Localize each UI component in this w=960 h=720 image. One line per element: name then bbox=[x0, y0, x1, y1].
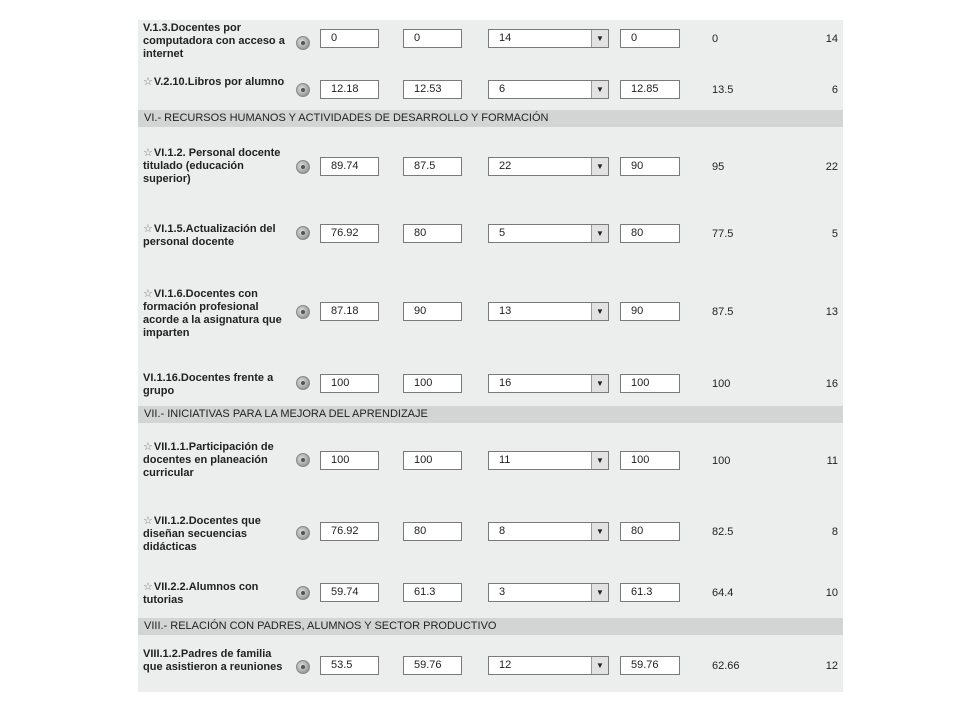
value-input-1[interactable]: 100 bbox=[320, 374, 379, 393]
result-count: 12 bbox=[825, 660, 838, 672]
value-select[interactable] bbox=[488, 302, 609, 321]
indicator-label bbox=[143, 372, 291, 398]
info-icon[interactable] bbox=[296, 376, 310, 390]
value-input-1[interactable]: 76.92 bbox=[320, 522, 379, 541]
info-icon[interactable] bbox=[296, 160, 310, 174]
info-icon[interactable] bbox=[296, 586, 310, 600]
chevron-down-icon[interactable]: ▼ bbox=[591, 375, 608, 392]
result-count: 16 bbox=[825, 378, 838, 390]
value-input-3[interactable]: 12.85 bbox=[620, 80, 680, 99]
value-select[interactable] bbox=[488, 29, 609, 48]
result-value: 77.5 bbox=[712, 228, 734, 240]
info-icon[interactable] bbox=[296, 305, 310, 319]
value-select-text: 16 bbox=[499, 377, 512, 389]
value-select-text: 5 bbox=[499, 227, 506, 239]
value-select-text: 13 bbox=[499, 305, 512, 317]
result-value: 64.4 bbox=[712, 587, 734, 599]
info-icon[interactable] bbox=[296, 660, 310, 674]
indicator-row bbox=[138, 503, 843, 579]
value-input-1[interactable]: 89.74 bbox=[320, 157, 379, 176]
value-input-3[interactable]: 100 bbox=[620, 451, 680, 470]
indicator-label bbox=[143, 581, 291, 607]
section-header: VIII.- RELACIÓN CON PADRES, ALUMNOS Y SECTOR PRODUCTIVO bbox=[138, 618, 843, 635]
value-input-2[interactable]: 87.5 bbox=[403, 157, 462, 176]
star-icon: ☆ bbox=[143, 581, 153, 593]
value-select[interactable] bbox=[488, 157, 609, 176]
indicator-row bbox=[138, 423, 843, 503]
indicator-label bbox=[143, 515, 291, 554]
result-value: 100 bbox=[712, 378, 731, 390]
indicator-label-text: VI.1.2. Personal docente titulado (educación superior) bbox=[143, 147, 281, 185]
result-count: 8 bbox=[831, 526, 838, 538]
result-value: 0 bbox=[712, 33, 719, 45]
result-count: 10 bbox=[825, 587, 838, 599]
value-input-1[interactable]: 59.74 bbox=[320, 583, 379, 602]
value-input-3[interactable]: 59.76 bbox=[620, 656, 680, 675]
result-count: 22 bbox=[825, 161, 838, 173]
result-count: 13 bbox=[825, 306, 838, 318]
value-select[interactable] bbox=[488, 374, 609, 393]
indicator-label-text: VII.1.1.Participación de docentes en planeación curricular bbox=[143, 441, 274, 479]
indicator-row bbox=[138, 374, 843, 406]
value-input-1[interactable]: 0 bbox=[320, 29, 379, 48]
indicator-label bbox=[143, 288, 291, 340]
result-count: 6 bbox=[831, 84, 838, 96]
value-input-2[interactable]: 61.3 bbox=[403, 583, 462, 602]
chevron-down-icon[interactable]: ▼ bbox=[591, 523, 608, 540]
value-input-3[interactable]: 90 bbox=[620, 157, 680, 176]
indicator-label-text: V.2.10.Libros por alumno bbox=[153, 76, 285, 88]
value-select[interactable] bbox=[488, 224, 609, 243]
indicator-label bbox=[143, 441, 291, 480]
chevron-down-icon[interactable]: ▼ bbox=[591, 158, 608, 175]
value-select[interactable] bbox=[488, 451, 609, 470]
value-select-text: 8 bbox=[499, 525, 506, 537]
value-select-text: 12 bbox=[499, 659, 512, 671]
result-value: 13.5 bbox=[712, 84, 734, 96]
star-icon: ☆ bbox=[143, 76, 153, 88]
value-select-text: 22 bbox=[499, 160, 512, 172]
result-value: 87.5 bbox=[712, 306, 734, 318]
chevron-down-icon[interactable]: ▼ bbox=[591, 657, 608, 674]
value-select[interactable] bbox=[488, 583, 609, 602]
indicator-label-text: VI.1.6.Docentes con formación profesional acorde a la asignatura que imparten bbox=[143, 288, 282, 339]
indicator-row bbox=[138, 211, 843, 283]
value-input-2[interactable]: 12.53 bbox=[403, 80, 462, 99]
value-input-3[interactable]: 90 bbox=[620, 302, 680, 321]
value-select[interactable] bbox=[488, 656, 609, 675]
indicator-label-text: VII.2.2.Alumnos con tutorias bbox=[143, 581, 259, 606]
star-icon: ☆ bbox=[143, 515, 153, 527]
indicator-label bbox=[143, 648, 291, 674]
value-input-1[interactable]: 53.5 bbox=[320, 656, 379, 675]
indicator-label-text: VI.1.5.Actualización del personal docente bbox=[143, 223, 276, 248]
star-icon: ☆ bbox=[143, 288, 153, 300]
chevron-down-icon[interactable]: ▼ bbox=[591, 225, 608, 242]
info-icon[interactable] bbox=[296, 453, 310, 467]
indicator-row bbox=[138, 72, 843, 110]
indicator-row bbox=[138, 127, 843, 211]
indicator-label bbox=[143, 22, 291, 61]
indicator-row bbox=[138, 635, 843, 692]
value-input-3[interactable]: 100 bbox=[620, 374, 680, 393]
value-input-3[interactable]: 80 bbox=[620, 224, 680, 243]
section-header: VI.- RECURSOS HUMANOS Y ACTIVIDADES DE DESARROLLO Y FORMACIÓN bbox=[138, 110, 843, 127]
star-icon: ☆ bbox=[143, 147, 153, 159]
value-input-2[interactable]: 100 bbox=[403, 374, 462, 393]
value-select-text: 6 bbox=[499, 83, 506, 95]
chevron-down-icon[interactable]: ▼ bbox=[591, 30, 608, 47]
indicator-row bbox=[138, 283, 843, 374]
value-input-1[interactable]: 12.18 bbox=[320, 80, 379, 99]
chevron-down-icon[interactable]: ▼ bbox=[591, 303, 608, 320]
value-input-2[interactable]: 80 bbox=[403, 522, 462, 541]
indicator-label bbox=[143, 223, 291, 249]
info-icon[interactable] bbox=[296, 226, 310, 240]
indicator-label-text: V.1.3.Docentes por computadora con acceso a internet bbox=[143, 22, 285, 60]
value-input-2[interactable]: 80 bbox=[403, 224, 462, 243]
value-input-1[interactable]: 87.18 bbox=[320, 302, 379, 321]
value-select[interactable] bbox=[488, 80, 609, 99]
value-input-3[interactable]: 0 bbox=[620, 29, 680, 48]
indicator-label-text: VII.1.2.Docentes que diseñan secuencias didácticas bbox=[143, 515, 261, 553]
chevron-down-icon[interactable]: ▼ bbox=[591, 584, 608, 601]
result-count: 5 bbox=[831, 228, 838, 240]
value-input-1[interactable]: 100 bbox=[320, 451, 379, 470]
value-input-2[interactable]: 90 bbox=[403, 302, 462, 321]
result-count: 11 bbox=[826, 455, 838, 467]
chevron-down-icon[interactable]: ▼ bbox=[591, 452, 608, 469]
value-input-2[interactable]: 100 bbox=[403, 451, 462, 470]
section-header: VII.- INICIATIVAS PARA LA MEJORA DEL APRENDIZAJE bbox=[138, 406, 843, 423]
result-value: 82.5 bbox=[712, 526, 734, 538]
star-icon: ☆ bbox=[143, 223, 153, 235]
value-select-text: 11 bbox=[499, 454, 511, 466]
value-select-text: 3 bbox=[499, 586, 506, 598]
chevron-down-icon[interactable]: ▼ bbox=[591, 81, 608, 98]
indicator-label-text: VIII.1.2.Padres de familia que asistieron a reuniones bbox=[143, 648, 283, 673]
indicator-label bbox=[143, 76, 291, 89]
info-icon[interactable] bbox=[296, 526, 310, 540]
value-input-2[interactable]: 59.76 bbox=[403, 656, 462, 675]
result-value: 95 bbox=[712, 161, 725, 173]
value-input-2[interactable]: 0 bbox=[403, 29, 462, 48]
value-input-3[interactable]: 61.3 bbox=[620, 583, 680, 602]
value-select-text: 14 bbox=[499, 32, 512, 44]
value-select[interactable] bbox=[488, 522, 609, 541]
info-icon[interactable] bbox=[296, 83, 310, 97]
result-count: 14 bbox=[825, 33, 838, 45]
value-input-3[interactable]: 80 bbox=[620, 522, 680, 541]
value-input-1[interactable]: 76.92 bbox=[320, 224, 379, 243]
info-icon[interactable] bbox=[296, 36, 310, 50]
indicator-label bbox=[143, 147, 291, 186]
result-value: 62.66 bbox=[712, 660, 740, 672]
indicator-label-text: VI.1.16.Docentes frente a grupo bbox=[143, 372, 274, 397]
indicator-form bbox=[138, 20, 843, 692]
result-value: 100 bbox=[712, 455, 731, 467]
star-icon: ☆ bbox=[143, 441, 153, 453]
indicator-row bbox=[138, 20, 843, 72]
